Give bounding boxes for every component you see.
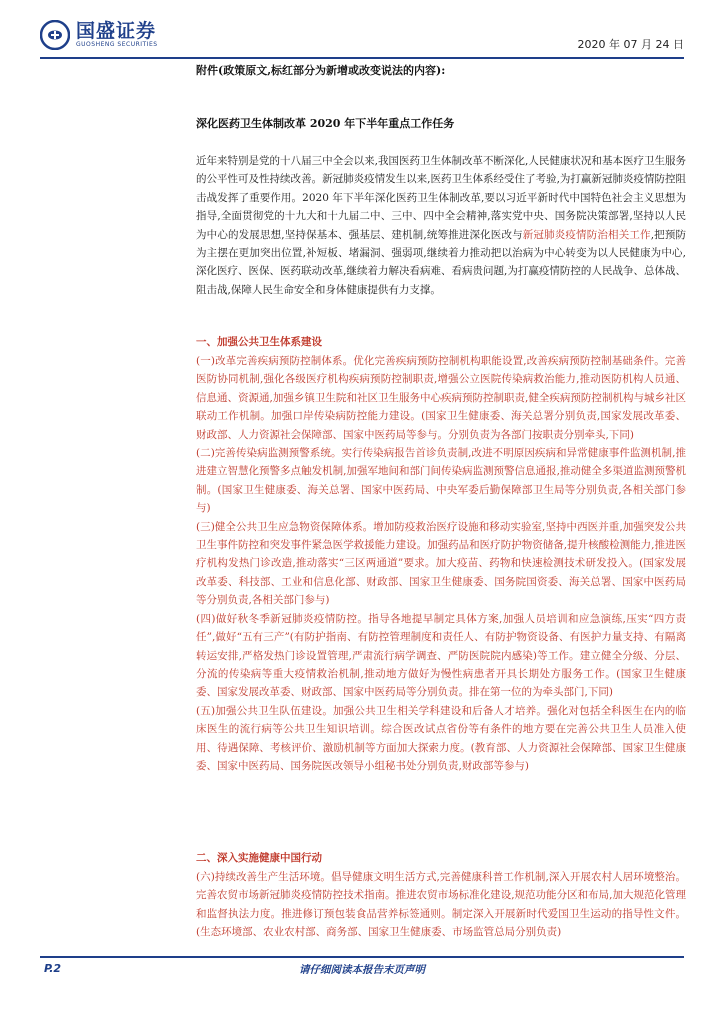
intro-highlight: 新冠肺炎疫情防治相关工作 xyxy=(522,228,651,241)
intro-text-part2: ,把预防为主摆在更加突出位置,补短板、堵漏洞、强弱项,继续着力推动把以治病为中心转变为以人民健康为中心,深化医疗、医保、医药联动改革,继续着力解决看病难、看病贵问题,为打赢疫情防控的人民战争、总体战、阻击战,保障人民生命安全和身体健康提供有力支撑。 xyxy=(196,228,687,296)
section-1-item: (五)加强公共卫生队伍建设。加强公共卫生相关学科建设和后备人才培养。强化对包括全科医生在内的临床医生的流行病等公共卫生知识培训。综合医改试点省份等有条件的地方要在完善公共卫生人员准入使用、待遇保障、考核评价、激励机制等方面加大探索力度。(教育部、人力资源社会保障部、国家卫生健康委、国家中医药局、国务院医改领导小组秘书处分别负责,财政部等参与) xyxy=(196,704,686,772)
footer-divider xyxy=(40,956,684,958)
intro-text-part1: 近年来特别是党的十八届三中全会以来,我国医药卫生体制改革不断深化,人民健康状况和基本医疗卫生服务的公平性可及性持续改善。新冠肺炎疫情发生以来,医药卫生体系经受住了考验,为打赢新冠肺炎疫情防控阻击战发挥了重要作用。2020 年下半年深化医药卫生体制改革,要以习近平新时代中国特色社会主义思想为指导,全面贯彻党的十九大和十九届二中、三中、四中全会精神,落实党中央、国务院决策部署,坚持以人民为中心的发展思想,坚持保基本、强基层、建机制,统筹推进深化医改与 xyxy=(196,155,686,241)
company-logo xyxy=(40,20,158,50)
page-number: P.2 xyxy=(44,962,62,975)
logo-english-name: GUOSHENG SECURITIES xyxy=(76,41,158,48)
footer-disclaimer: 请仔细阅读本报告末页声明 xyxy=(299,964,425,976)
section-2-items xyxy=(196,868,686,942)
section-1-items xyxy=(196,352,686,775)
header-divider xyxy=(40,57,684,59)
section-1-item: (一)改革完善疾病预防控制体系。优化完善疾病预防控制机构职能设置,改善疾病预防控制基础条件。完善医防协同机制,强化各级医疗机构疾病预防控制职责,增强公立医院传染病救治能力,推动医防机构人员通、信息通、资源通,加强乡镇卫生院和社区卫生服务中心疾病预防控制职责,健全疾病预防控制机构与城乡社区联动工作机制。加强口岸传染病防控能力建设。(国家卫生健康委、海关总署分别负责,国家发展改革委、财政部、人力资源社会保障部、国家中医药局等参与。分别负责为各部门按职责分别牵头,下同) xyxy=(196,355,686,441)
report-date: 2020 年 07 月 24 日 xyxy=(577,38,684,51)
section-1-item: (三)健全公共卫生应急物资保障体系。增加防疫救治医疗设施和移动实验室,坚持中西医并重,加强突发公共卫生事件防控和突发事件紧急医学救援能力建设。加强药品和医疗防护物资储备,提升核酸检测能力,推进医疗机构发热门诊改造,推动落实“三区两通道”要求。加大疫苗、药物和快速检测技术研发投入。(国家发展改革委、科技部、工业和信息化部、财政部、国家卫生健康委、国务院国资委、海关总署、国家中医药局等分别负责,各相关部门参与) xyxy=(196,520,686,607)
section-2-item: (六)持续改善生产生活环境。倡导健康文明生活方式,完善健康科普工作机制,深入开展农村人居环境整治。完善农贸市场新冠肺炎疫情防控技术指南。推进农贸市场标准化建设,规范功能分区和布局,加大规范化管理和监督执法力度。推进修订预包装食品营养标签通则。制定深入开展新时代爱国卫生运动的指导性文件。(生态环境部、农业农村部、商务部、国家卫生健康委、市场监管总局分别负责) xyxy=(196,871,686,939)
section-1-item: (四)做好秋冬季新冠肺炎疫情防控。指导各地提早制定具体方案,加强人员培训和应急演练,压实“四方责任”,做好“五有三产”(有防护指南、有防控管理制度和责任人、有防护物资设备、有医护力量支持、有隔离转运安排,严格发热门诊设置管理,严肃流行病学调查、严防医院院内感染)等工作。建立健全分级、分层、分流的传染病等重大疫情救治机制,推动地方做好为慢性病患者开具长期处方服务工作。(国家卫生健康委、国家发展改革委、财政部、国家中医药局等分别负责。排在第一位的为牵头部门,下同) xyxy=(196,612,686,699)
page-header xyxy=(40,18,684,58)
section-1-heading: 一、加强公共卫生体系建设 xyxy=(196,336,322,348)
guosheng-logo-icon xyxy=(40,20,70,50)
intro-paragraph xyxy=(196,152,686,299)
section-1-item: (二)完善传染病监测预警系统。实行传染病报告首诊负责制,改进不明原因疾病和异常健康事件监测机制,推进建立智慧化预警多点触发机制,加强军地间和部门间传染病监测预警信息通报,推动健全多渠道监测预警机制。(国家卫生健康委、海关总署、国家中医药局、中央军委后勤保障部卫生局等分别负责,各相关部门参与) xyxy=(196,447,686,515)
section-2-heading: 二、深入实施健康中国行动 xyxy=(196,852,322,864)
document-title: 深化医药卫生体制改革 2020 年下半年重点工作任务 xyxy=(196,117,455,130)
appendix-note: 附件(政策原文,标红部分为新增或改变说法的内容): xyxy=(196,64,446,77)
logo-chinese-name: 国盛证券 xyxy=(76,20,157,42)
